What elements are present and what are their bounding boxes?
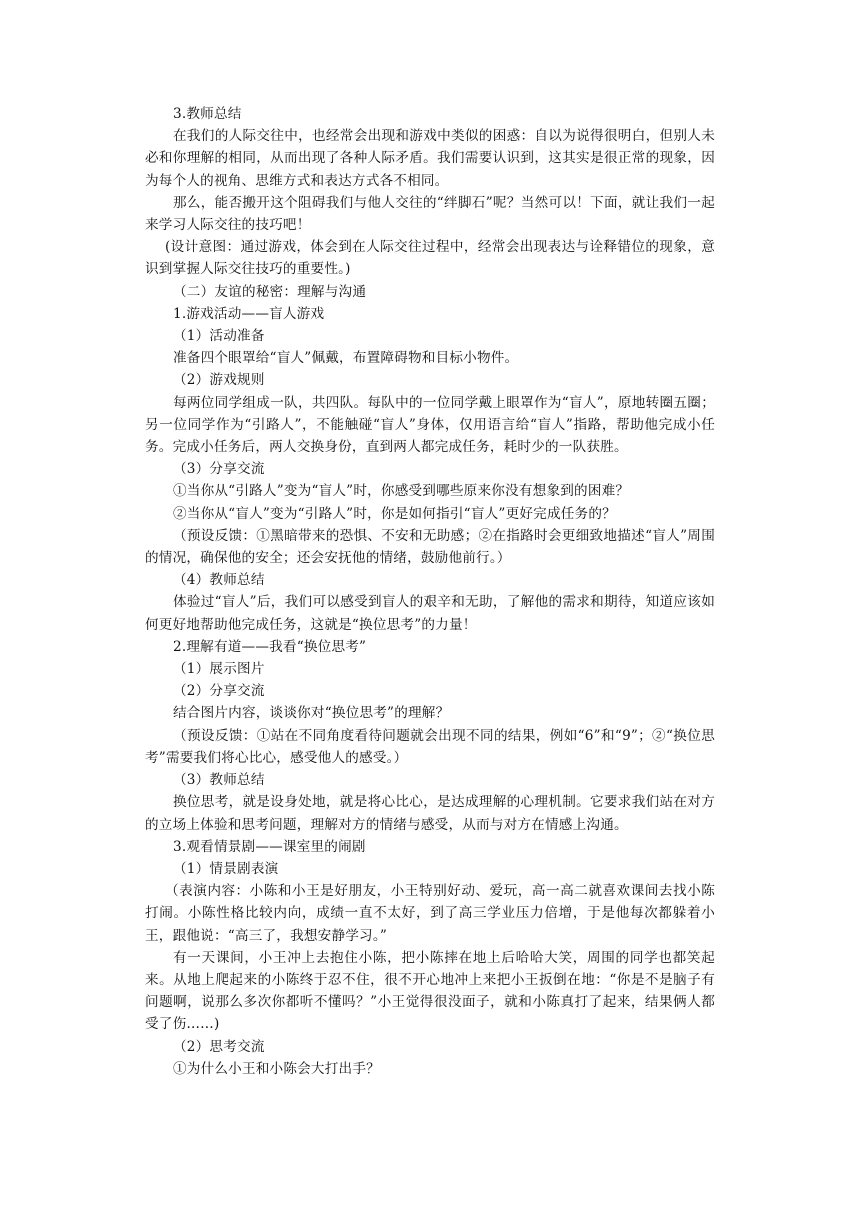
paragraph: 每两位同学组成一队，共四队。每队中的一位同学戴上眼罩作为“盲人”，原地转圈五圈；另一位同学作为“引路人”，不能触碰“盲人”身体，仅用语言给“盲人”指路，帮助他完成小任务。完成小任务后，两人交换身份，直到两人都完成任务，耗时少的一队获胜。 (145, 394, 715, 456)
design-intent-note: (设计意图：通过游戏，体会到在人际交往过程中，经常会出现表达与诠释错位的现象，意识到掌握人际交往技巧的重要性。) (145, 239, 715, 278)
subsection-heading: （1）活动准备 (173, 328, 265, 345)
subsection-heading: （2）思考交流 (173, 1038, 265, 1055)
section-heading: 3.观看情景剧——课室里的闹剧 (173, 838, 366, 855)
question-item: ①当你从“引路人”变为“盲人”时，你感受到哪些原来你没有想象到的困难？ (173, 483, 630, 500)
paragraph: 换位思考，就是设身处地，就是将心比心，是达成理解的心理机制。它要求我们站在对方的立场上体验和思考问题，理解对方的情绪与感受，从而与对方在情感上沟通。 (145, 794, 715, 833)
subsection-heading: （1）情景剧表演 (173, 860, 279, 877)
paragraph: 有一天课间，小王冲上去抱住小陈，把小陈摔在地上后哈哈大笑，周围的同学也都笑起来。从地上爬起来的小陈终于忍不住，很不开心地冲上来把小王扳倒在地：“你是不是脑子有问题啊，说那么多次你都听不懂吗？”小王觉得很没面子，就和小陈真打了起来，结果俩人都受了伤……) (145, 949, 715, 1033)
performance-content: （表演内容：小陈和小王是好朋友，小王特别好动、爱玩，高一高二就喜欢课间去找小陈打闹。小陈性格比较内向，成绩一直不太好，到了高三学业压力倍增，于是他每次都躲着小王，跟他说：“高三了，我想安静学习。” (145, 883, 715, 944)
subsection-heading: （2）分享交流 (173, 683, 265, 700)
preset-feedback: （预设反馈：①黑暗带来的恐惧、不安和无助感；②在指路时会更细致地描述“盲人”周围的情况，确保他的安全；还会安抚他的情绪，鼓励他前行。） (145, 527, 715, 567)
paragraph: 体验过“盲人”后，我们可以感受到盲人的艰辛和无助，了解他的需求和期待，知道应该如何更好地帮助他完成任务，这就是“换位思考”的力量！ (145, 594, 715, 633)
question-item: ②当你从“盲人”变为“引路人”时，你是如何指引“盲人”更好完成任务的？ (173, 505, 616, 522)
section-heading: （二）友谊的秘密：理解与沟通 (173, 283, 367, 300)
paragraph: 准备四个眼罩给“盲人”佩戴，布置障碍物和目标小物件。 (173, 350, 519, 367)
subsection-heading: （1）展示图片 (173, 661, 265, 678)
section-heading: 3.教师总结 (173, 106, 242, 122)
section-heading: 1.游戏活动——盲人游戏 (173, 305, 325, 322)
paragraph: 在我们的人际交往中，也经常会出现和游戏中类似的困惑：自以为说得很明白，但别人未必和你理解的相同，从而出现了各种人际矛盾。我们需要认识到，这其实是很正常的现象，因为每个人的视角、思维方式和表达方式各不相同。 (145, 128, 715, 189)
section-heading: 2.理解有道——我看“换位思考” (173, 638, 367, 655)
preset-feedback: （预设反馈：①站在不同角度看待问题就会出现不同的结果，例如“6”和“9”；②“换位思考”需要我们将心比心，感受他人的感受。） (145, 727, 715, 766)
subsection-heading: （4）教师总结 (173, 572, 265, 589)
subsection-heading: （3）教师总结 (173, 772, 265, 789)
paragraph: 结合图片内容，谈谈你对“换位思考”的理解？ (173, 705, 450, 722)
subsection-heading: （3）分享交流 (173, 461, 265, 478)
paragraph: 那么，能否搬开这个阻碍我们与他人交往的“绊脚石”呢？当然可以！下面，就让我们一起来学习人际交往的技巧吧！ (145, 194, 715, 234)
question-item: ①为什么小王和小陈会大打出手？ (173, 1060, 380, 1077)
document-body (145, 103, 715, 1080)
subsection-heading: （2）游戏规则 (173, 372, 265, 389)
